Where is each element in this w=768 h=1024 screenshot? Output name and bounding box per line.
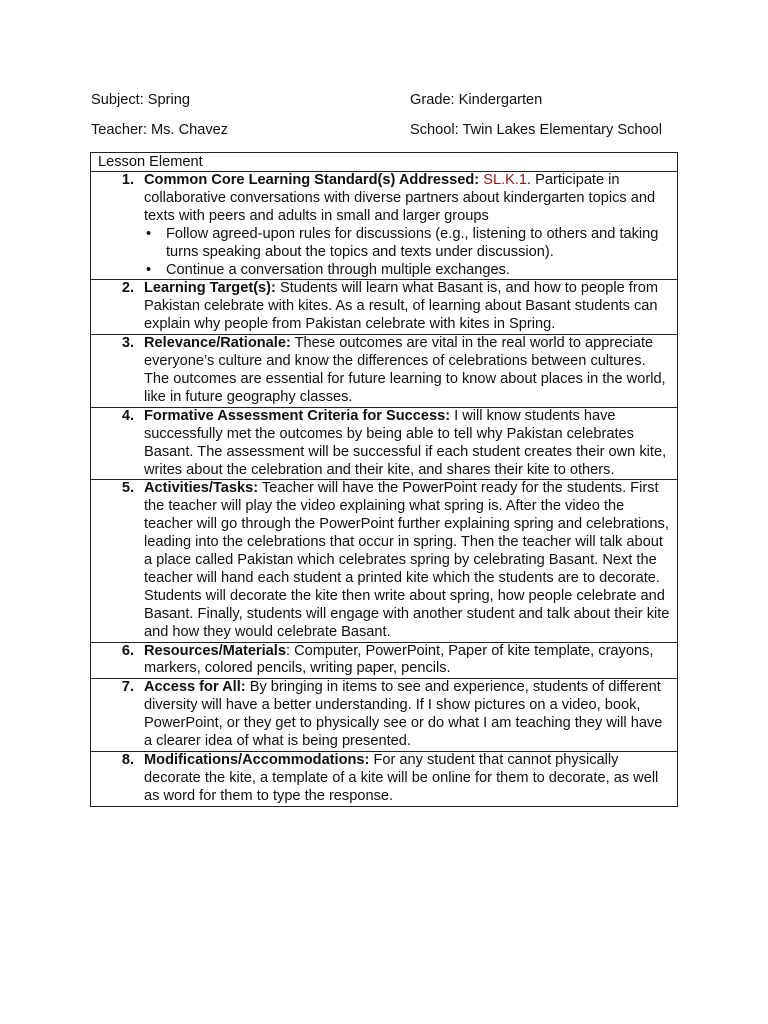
item-lead: Formative Assessment Criteria for Success: bbox=[144, 407, 451, 424]
item-lead: Common Core Learning Standard(s) Addressed: bbox=[144, 172, 480, 188]
lesson-element-2 bbox=[91, 280, 677, 335]
item-number: 8. bbox=[121, 752, 134, 768]
item-text: These outcomes are vital in the real world to appreciate everyone’s culture and know the differences of celebrations between cultures. The outcomes are essential for future learning to know about places in the world, like in future geography classes. bbox=[144, 335, 666, 405]
item-text: Students will learn what Basant is, and how to people from Pakistan celebrate with kites. As a result, of learning about Basant students can explain why people from Pakistan celebrate with kites in Spring. bbox=[144, 280, 658, 333]
item-body bbox=[144, 335, 677, 407]
bullet-item: • Continue a conversation through multiple exchanges. bbox=[144, 262, 673, 280]
item-lead: Modifications/Accommodations: bbox=[144, 752, 370, 768]
lesson-element-1 bbox=[91, 172, 677, 280]
item-text: . Participate in collaborative conversations with diverse partners about kindergarten topics and texts with peers and adults in small and larger groups bbox=[144, 172, 656, 224]
item-lead: Activities/Tasks: bbox=[144, 480, 259, 497]
lesson-element-5 bbox=[91, 480, 677, 642]
school-label: School: Twin Lakes Elementary School bbox=[410, 122, 663, 138]
item-number: 3. bbox=[121, 335, 134, 352]
item-text: : Computer, PowerPoint, Paper of kite template, crayons, markers, colored pencils, writing paper, pencils. bbox=[144, 642, 654, 677]
item-body bbox=[144, 643, 677, 679]
grade-label: Grade: Kindergarten bbox=[410, 92, 543, 108]
item-body bbox=[144, 752, 677, 806]
lesson-element-4 bbox=[91, 408, 677, 481]
item-body bbox=[144, 679, 677, 751]
item-text: I will know students have successfully met the outcomes by being able to tell why Pakistan celebrates Basant. The assessment will be successful if each student creates their own kite, writes about the celebration and their kite, and shares their kite to others. bbox=[144, 407, 667, 478]
item-number: 4. bbox=[121, 407, 134, 424]
item-number: 6. bbox=[121, 642, 134, 659]
lesson-element-6 bbox=[91, 643, 677, 680]
item-lead: Resources/Materials bbox=[144, 642, 286, 659]
item-number: 7. bbox=[121, 679, 134, 696]
item-body bbox=[144, 408, 677, 480]
item-lead: Relevance/Rationale: bbox=[144, 335, 291, 352]
bullet-list bbox=[144, 226, 673, 280]
item-number: 5. bbox=[121, 480, 134, 497]
item-body bbox=[144, 480, 677, 641]
item-body bbox=[144, 280, 677, 334]
lesson-element-7 bbox=[91, 679, 677, 752]
item-number: 2. bbox=[121, 280, 134, 297]
table-heading: Lesson Element bbox=[91, 153, 677, 172]
subject-label: Subject: Spring bbox=[91, 92, 190, 108]
item-text: Teacher will have the PowerPoint ready for the students. First the teacher will play the video explaining what spring is. After the video the teacher will go through the PowerPoint further explaining spring and celebrations, leading into the celebrations that occur in spring. Then the teacher will talk about a place called Pakistan which celebrates spring by celebrating Basant. Next the teacher will hand each student a printed kite which the students are to decorate. Students will decorate the kite then write about spring, how people celebrate and Basant. Finally, students will engage with another student and talk about their kite and how they would celebrate Basant. bbox=[144, 480, 670, 640]
lesson-element-8 bbox=[91, 752, 677, 806]
item-text: For any student that cannot physically decorate the kite, a template of a kite will be online for them to decorate, as well as word for them to type the response. bbox=[144, 752, 659, 804]
item-lead: Access for All: bbox=[144, 679, 246, 696]
item-text: By bringing in items to see and experience, students of different diversity will have a better understanding. If I show pictures on a video, book, PowerPoint, or they get to physically see or do what I am teaching they will have a clearer idea of what is being presented. bbox=[144, 679, 663, 750]
bullet-item: • Follow agreed-upon rules for discussions (e.g., listening to others and taking turns speaking about the topics and texts under discussion). bbox=[144, 226, 673, 262]
lesson-plan-table bbox=[90, 152, 678, 807]
standard-reference: SL.K.1 bbox=[483, 172, 528, 188]
item-number: 1. bbox=[121, 172, 134, 188]
teacher-label: Teacher: Ms. Chavez bbox=[91, 122, 229, 138]
item-lead: Learning Target(s): bbox=[144, 280, 276, 297]
item-body bbox=[144, 172, 677, 279]
lesson-element-3 bbox=[91, 335, 677, 408]
